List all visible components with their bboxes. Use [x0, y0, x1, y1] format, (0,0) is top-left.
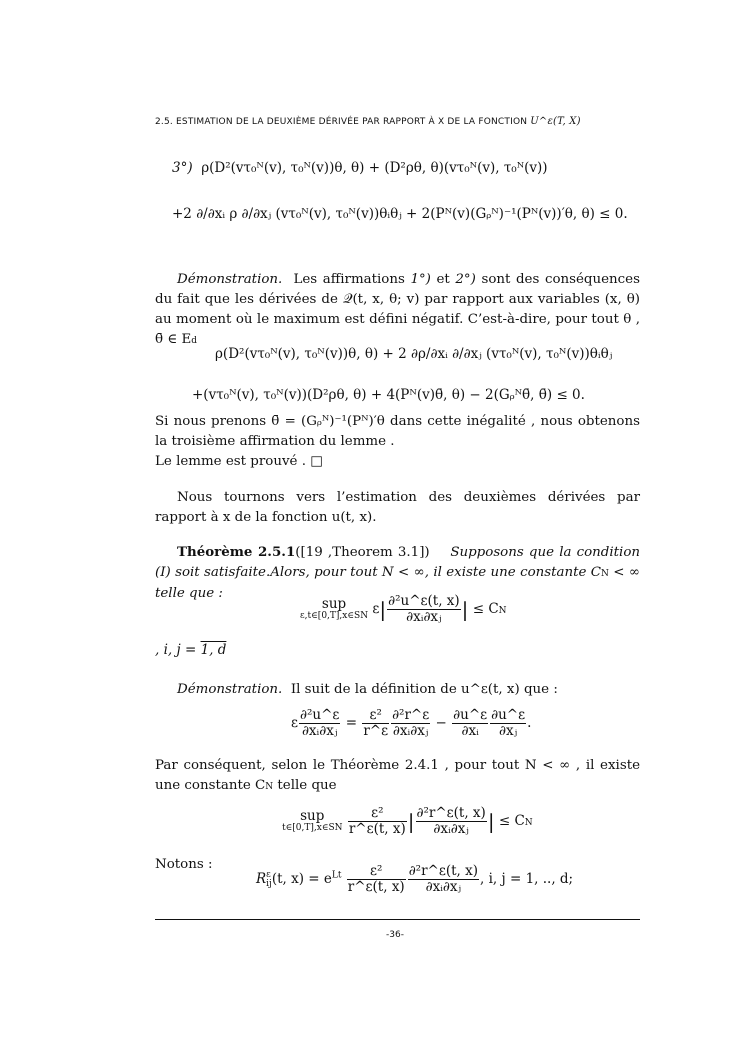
theorem-title: Théorème 2.5.1 [177, 544, 296, 560]
index-range: , i, j = 1, d [155, 642, 227, 658]
inequality-line2: +(vτ₀ᴺ(v), τ₀ᴺ(v))(D²ρθ, θ) + 4(Pᴺ(v)θ̄, θ) − 2(Gᵨᴺθ̄, θ̄) ≤ 0. [192, 387, 585, 403]
paragraph-nous-tournons: Nous tournons vers l’estimation des deuxièmes dérivées par rapport à x de la fonction u(t, x). [155, 490, 640, 525]
running-header [155, 116, 645, 127]
demo2-paragraph: Démonstration. Il suit de la définition de u^ε(t, x) que : [177, 682, 558, 697]
item3-line2 [172, 206, 628, 222]
R-definition: R ε ij (t, $x) = e^{Lt}$ $\frac{\text{ε²}}{r\^{}\varepsilon(t, x)}$ $\frac{\text{∂²r\textasciicircum{}ε(t, x)}}{\text{∂xᵢ∂xⱼ}}$ , i, j = 1, .., d; [256, 863, 574, 895]
demo2-label: Démonstration. [177, 682, 283, 697]
item3-formula-line1: ρ(D²(vτ₀ᴺ(v), τ₀ᴺ(v))θ, θ) + (D²ρθ, θ)(vτ₀ᴺ(v), τ₀ᴺ(v)) [201, 160, 548, 176]
sup-estimate-r: sup t∈[0,T],x∈SN $\frac{\text{ε²}}{r\^{}\varepsilon(t, x)}$ | $\frac{\text{∂²r\textasciicircum{}ε(t, x)}}{\text{∂xᵢ∂xⱼ}}$ | ≤ CN [282, 805, 533, 837]
demo1-paragraph: Démonstration. Les affirmations 1°) et 2°) sont des conséquences du fait que les dérivées de 𝒬(t, x, θ; v) par rapport aux variables (x, θ) au moment où le maximum est défini négatif. C’est-à-dire, pour tout θ , θ̄ ∈ Ed [155, 272, 640, 347]
demo1-label: Démonstration. [177, 272, 283, 287]
item3-label: 3°) [172, 160, 193, 176]
paragraph-par-consequent: Par conséquent, selon le Théorème 2.4.1 , pour tout N < ∞ , il existe une constante CN telle que [155, 758, 640, 793]
lemma-proved: Le lemme est prouvé . □ [155, 454, 323, 469]
theorem-ref: ([19 ,Theorem 3.1]) [295, 545, 430, 560]
item3-line1 [172, 160, 548, 176]
header-text: 2.5. ESTIMATION DE LA DEUXIÈME DÉRIVÉE PAR RAPPORT À X DE LA FONCTION [155, 117, 531, 127]
notons-label: Notons : [155, 857, 213, 872]
page-number: -36- [386, 930, 404, 940]
theorem-2-5-1: Théorème 2.5.1([19 ,Theorem 3.1]) Supposons que la condition (I) soit satisfaite.Alors, pour tout N < ∞, il existe une constante CN < ∞ telle que : [155, 544, 641, 601]
inequality-line1: ρ(D²(vτ₀ᴺ(v), τ₀ᴺ(v))θ, θ) + 2 ∂ρ/∂xᵢ ∂/∂xⱼ (vτ₀ᴺ(v), τ₀ᴺ(v))θᵢθⱼ [215, 346, 613, 362]
sup-estimate-u: sup ε,t∈[0,T],x∈SN ε| $\frac{\text{∂²u\textasciicircum{}ε(t, x)}}{\text{∂xᵢ∂xⱼ}}$ | ≤ CN [300, 593, 507, 625]
item3-formula-line2: +2 ∂/∂xᵢ ρ ∂/∂xⱼ (vτ₀ᴺ(v), τ₀ᴺ(v))θᵢθⱼ + 2(Pᴺ(v)(Gᵨᴺ)⁻¹(Pᴺ(v))′θ, θ) ≤ 0. [172, 206, 628, 222]
paragraph-si-nous: Si nous prenons θ̄ = (Gᵨᴺ)⁻¹(Pᴺ)′θ dans cette inégalité , nous obtenons la troisième affirmation du lemme . Le lemme est prouvé . □ [155, 414, 640, 469]
definition-equation: ε $\frac{\text{∂²u\textasciicircum{}ε}}{\text{∂xᵢ∂xⱼ}}$ = $\frac{\text{ε²}}{r\^{}\varepsilon}$ $\frac{\text{∂²r\textasciicircum{}ε}}{\text{∂xᵢ∂xⱼ}}$ − $\frac{\partial u\^{}\varepsilon}{\text{∂xᵢ}}$ $\frac{\partial u\^{}\varepsilon}{\text{∂xⱼ}}$ . [291, 707, 532, 739]
header-function: U^ε(T, X) [530, 116, 581, 127]
footer-rule [155, 919, 640, 920]
